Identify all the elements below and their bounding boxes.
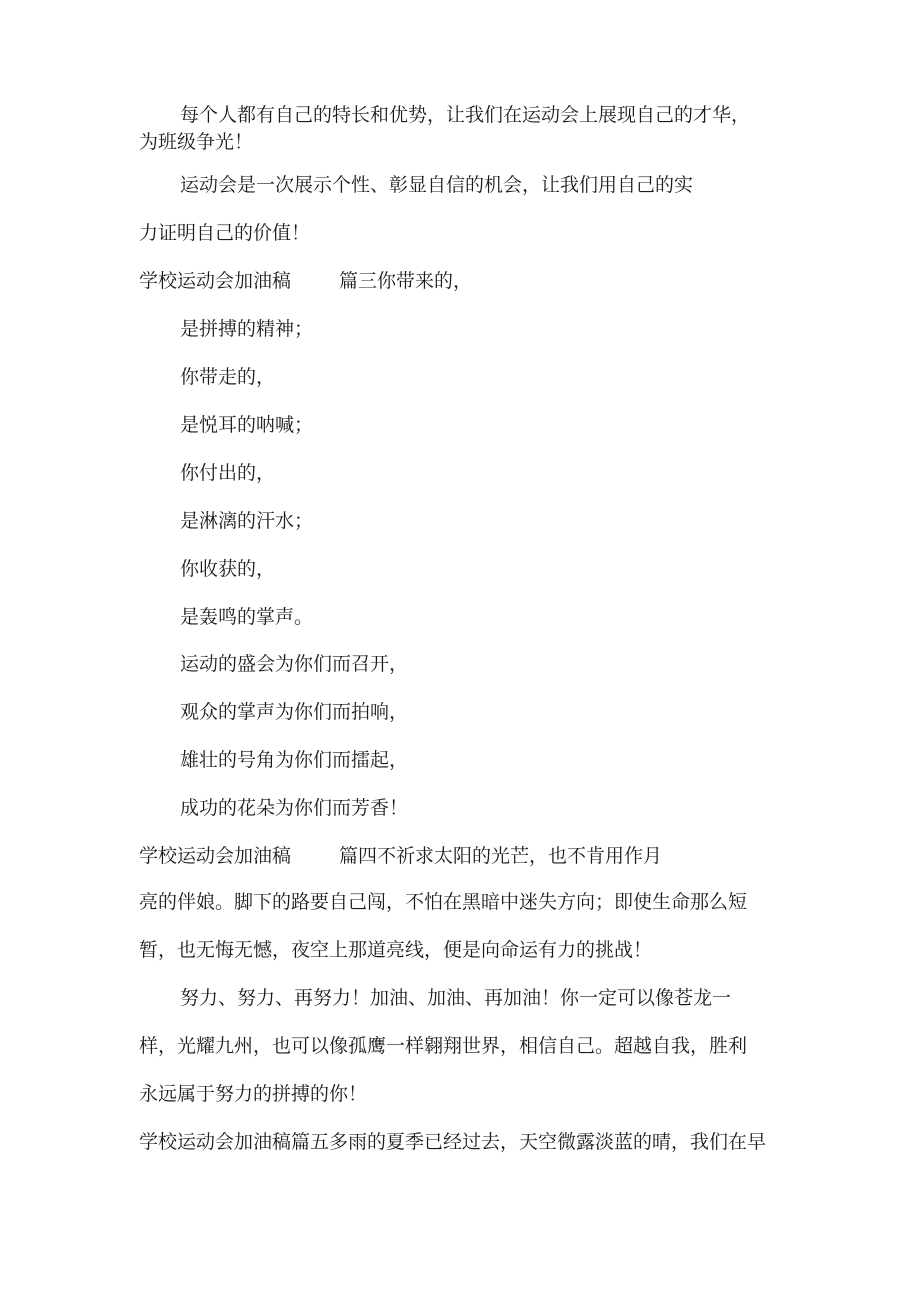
paragraph-line: 每个人都有自己的特长和优势，让我们在运动会上展现自己的才华， — [180, 104, 751, 126]
paragraph-line: 永远属于努力的拼搏的你！ — [139, 1083, 368, 1105]
section-text: 篇三你带来的， — [339, 270, 473, 292]
paragraph-line: 暂，也无悔无憾，夜空上那道亮线，便是向命运有力的挑战！ — [139, 939, 653, 961]
poem-line: 运动的盛会为你们而召开， — [180, 653, 409, 675]
poem-line: 观众的掌声为你们而拍响， — [180, 701, 409, 723]
section-heading-5: 学校运动会加油稿篇五多雨的夏季已经过去，天空微露淡蓝的晴，我们在早 — [139, 1131, 767, 1153]
poem-line: 成功的花朵为你们而芳香！ — [180, 797, 409, 819]
section-title: 学校运动会加油稿 — [139, 845, 292, 867]
poem-line: 是淋漓的汗水； — [180, 510, 314, 532]
poem-line: 是拼搏的精神； — [180, 318, 314, 340]
section-heading-3 — [139, 269, 472, 293]
poem-line: 是轰鸣的掌声。 — [180, 606, 314, 628]
section-heading-4 — [139, 844, 662, 868]
paragraph-line: 努力、努力、再努力！加油、加油、再加油！你一定可以像苍龙一 — [180, 987, 732, 1009]
paragraph-line: 亮的伴娘。脚下的路要自己闯，不怕在黑暗中迷失方向；即使生命那么短 — [139, 891, 748, 913]
paragraph-line: 为班级争光！ — [139, 131, 254, 153]
poem-line: 是悦耳的呐喊； — [180, 414, 314, 436]
poem-line: 你带走的， — [180, 366, 276, 388]
section-text: 篇四不祈求太阳的光芒，也不肯用作月 — [339, 845, 663, 867]
poem-line: 雄壮的号角为你们而擂起， — [180, 749, 409, 771]
paragraph-line: 样，光耀九州，也可以像孤鹰一样翱翔世界，相信自己。超越自我，胜利 — [139, 1035, 748, 1057]
poem-line: 你付出的， — [180, 462, 276, 484]
paragraph-line: 力证明自己的价值！ — [139, 222, 311, 244]
section-title: 学校运动会加油稿 — [139, 270, 292, 292]
poem-line: 你收获的， — [180, 558, 276, 580]
paragraph-line: 运动会是一次展示个性、彰显自信的机会，让我们用自己的实 — [180, 174, 694, 196]
